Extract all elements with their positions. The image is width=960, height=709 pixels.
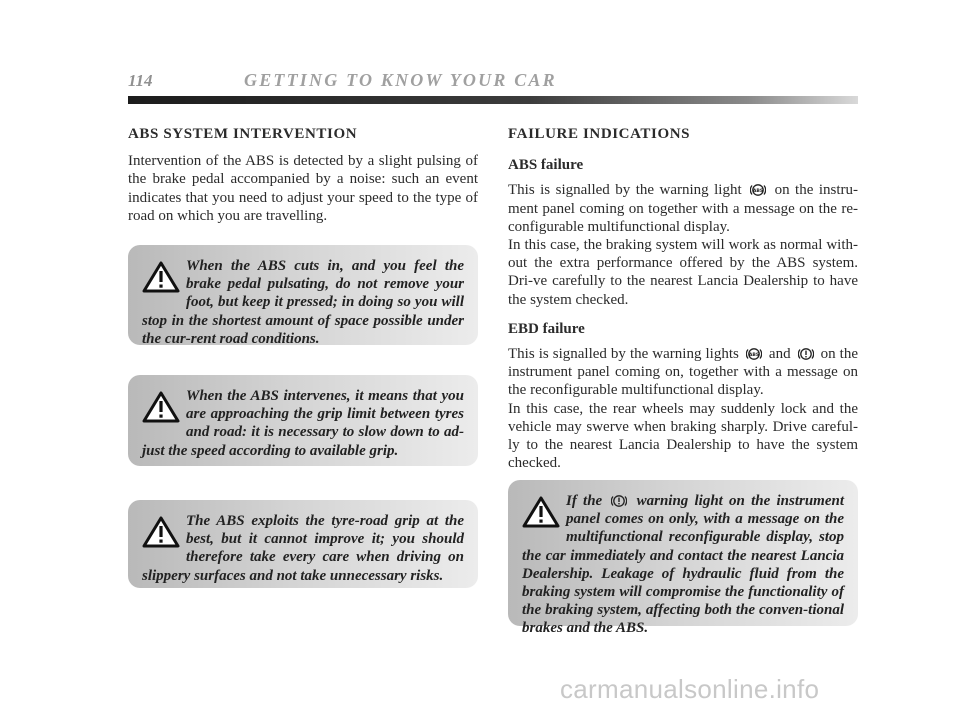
abs-failure-text	[508, 181, 858, 236]
abs-warning-light-icon	[750, 183, 766, 197]
warning-text-after: warning light on the instrument panel comes on only, with a message on the multifunctional reconfigurable display, stop the car immediately and contact the nearest Lancia Dealership. Leakage of hydraulic fluid from the braking system will compromise the functionality of the braking system, affecting both the conven-tional brakes and the ABS.	[522, 493, 844, 637]
warning-text: When the ABS intervenes, it means that you are approaching the grip limit between tyres and road: it is necessary to slow down to ad-just the speed according to available grip.	[142, 388, 464, 459]
abs-failure-title: ABS failure	[508, 157, 584, 174]
warning-triangle-icon	[522, 496, 560, 528]
warning-triangle-icon	[142, 261, 180, 293]
section-heading-abs-intervention: ABS SYSTEM INTERVENTION	[128, 126, 358, 142]
warning-text: When the ABS cuts in, and you feel the brake pedal pulsating, do not remove your foot, but keep it pressed; in doing so you will stop in the shortest amount of space possible under the cur-rent road conditions.	[142, 258, 464, 347]
warning-text-before: If the	[566, 493, 603, 509]
ebd-failure-text-before: This is signalled by the warning lights	[508, 346, 739, 363]
warning-box-abs-cuts-in	[128, 245, 478, 345]
watermark: carmanualsonline.info	[560, 674, 820, 704]
svg-text:ABS: ABS	[752, 189, 764, 195]
header-rule	[128, 96, 858, 104]
abs-failure-text-2: In this case, the braking system will work as normal with-out the extra performance offered by the ABS system. Dri-ve carefully to the nearest Lancia Dealership to have the system checked.	[508, 237, 858, 308]
warning-box-abs-intervenes	[128, 375, 478, 466]
warning-text	[522, 492, 844, 638]
brake-warning-light-icon	[798, 347, 814, 361]
svg-text:ABS: ABS	[748, 352, 760, 358]
section-heading-failure-indications: FAILURE INDICATIONS	[508, 126, 691, 142]
warning-triangle-icon	[142, 516, 180, 548]
right-column	[508, 125, 858, 472]
warning-box-brake-fluid	[508, 480, 858, 637]
left-column	[128, 125, 478, 225]
warning-box-abs-grip	[128, 500, 478, 588]
abs-warning-light-icon	[746, 347, 762, 361]
brake-warning-light-icon	[611, 494, 627, 508]
ebd-failure-text-2: In this case, the rear wheels may suddenly lock and the vehicle may swerve when braking sharply. Drive careful-ly to the nearest Lancia Dealership to have the system checked.	[508, 400, 858, 472]
warning-text: The ABS exploits the tyre-road grip at the best, but it cannot improve it; you should therefore take every care when driving on slippery surfaces and not take unnecessary risks.	[142, 513, 464, 584]
ebd-failure-text-after: on the instrument panel coming on, together with a message on the reconfigurable multifunctional display.	[508, 346, 858, 399]
abs-failure-text-before: This is signalled by the warning light	[508, 182, 742, 199]
page-title: GETTING TO KNOW YOUR CAR	[244, 70, 557, 90]
ebd-failure-text-and: and	[768, 346, 791, 363]
abs-failure-text-after: on the instru-ment panel coming on together with a message on the re-configurable multifunctional display.	[508, 182, 858, 235]
abs-intervention-text: Intervention of the ABS is detected by a slight pulsing of the brake pedal accompanied by a noise: such an event indicates that you need to adjust your speed to the type of road on which you are travelling.	[128, 153, 478, 224]
ebd-failure-title: EBD failure	[508, 320, 585, 337]
ebd-failure-text	[508, 345, 858, 400]
page-number: 114	[128, 71, 153, 90]
warning-triangle-icon	[142, 391, 180, 423]
